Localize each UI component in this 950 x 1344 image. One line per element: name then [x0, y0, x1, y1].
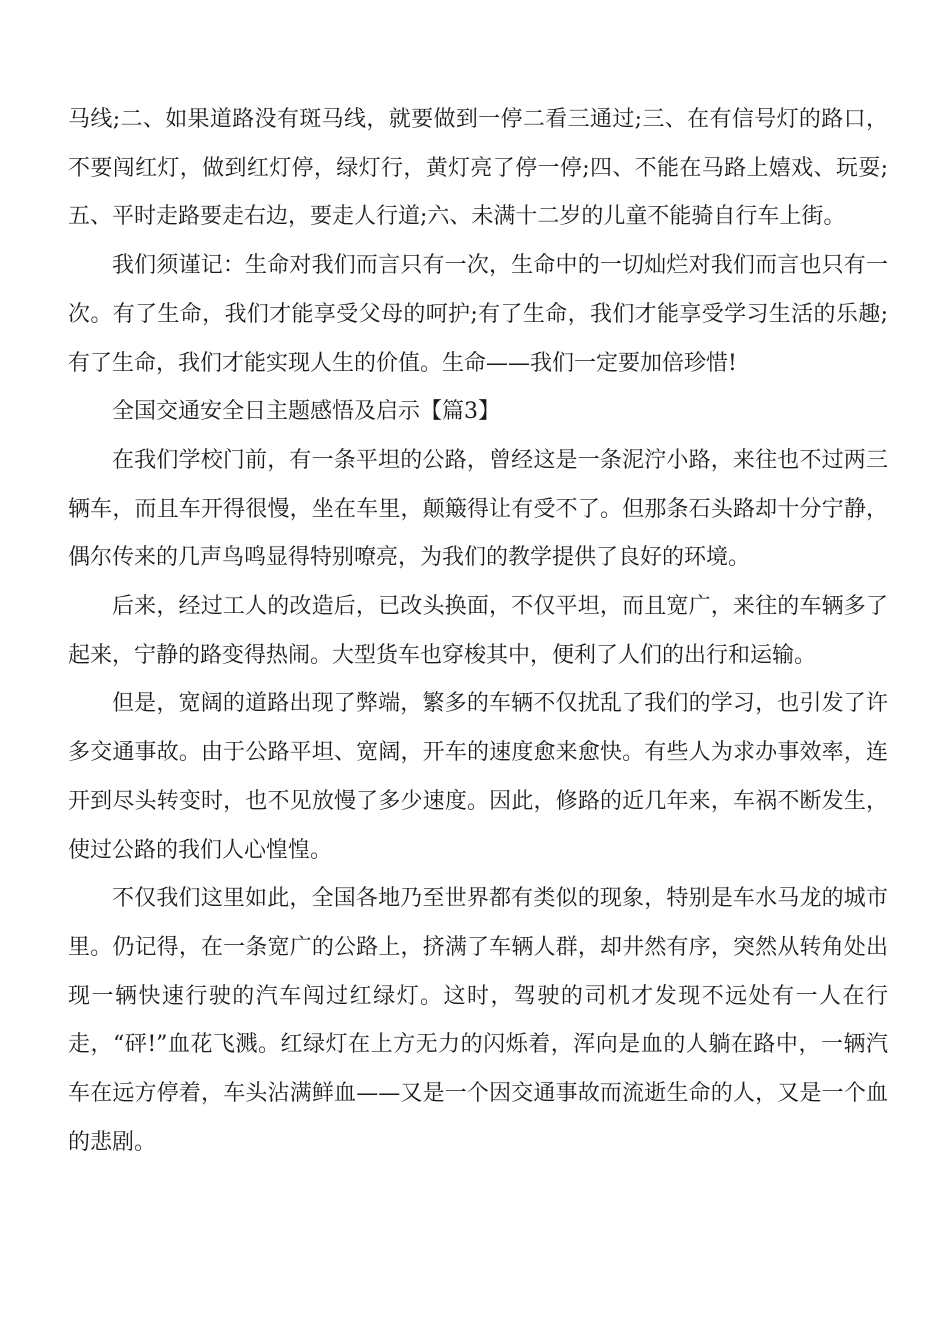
section-heading: 全国交通安全日主题感悟及启示【篇3】 — [112, 399, 500, 425]
paragraph-traffic-accidents: 但是，宽阔的道路出现了弊端，繁多的车辆不仅扰乱了我们的学习，也引发了许多交通事故。由于公路平坦、宽阔，开车的速度愈来愈快。有些人为求办事效率，连开到尽头转变时，也不见放慢了多少速度。因此，修路的近几年来，车祸不断发生，使过公路的我们人心惶惶。 — [68, 691, 888, 863]
paragraph-life-reminder: 我们须谨记：生命对我们而言只有一次，生命中的一切灿烂对我们而言也只有一次。有了生命，我们才能享受父母的呵护;有了生命，我们才能享受学习生活的乐趣;有了生命，我们才能实现人生的价值。生命——我们一定要加倍珍惜! — [68, 253, 888, 376]
paragraph-road-renovation: 后来，经过工人的改造后，已改头换面，不仅平坦，而且宽广，来往的车辆多了起来，宁静的路变得热闹。大型货车也穿梭其中，便利了人们的出行和运输。 — [68, 594, 888, 668]
paragraph-continued: 马线;二、如果道路没有斑马线，就要做到一停二看三通过;三、在有信号灯的路口，不要闯红灯，做到红灯停，绿灯行，黄灯亮了停一停;四、不能在马路上嬉戏、玩耍;五、平时走路要走右边，要走人行道;六、未满十二岁的儿童不能骑自行车上街。 — [68, 107, 888, 230]
document-body — [68, 96, 888, 1167]
paragraph-city-accident: 不仅我们这里如此，全国各地乃至世界都有类似的现象，特别是车水马龙的城市里。仍记得，在一条宽广的公路上，挤满了车辆人群，却井然有序，突然从转角处出现一辆快速行驶的汽车闯过红绿灯。这时，驾驶的司机才发现不远处有一人在行走，“砰!”血花飞溅。红绿灯在上方无力的闪烁着，浑向是血的人躺在路中，一辆汽车在远方停着，车头沾满鲜血——又是一个因交通事故而流逝生命的人，又是一个血的悲剧。 — [68, 886, 888, 1155]
paragraph-school-road: 在我们学校门前，有一条平坦的公路，曾经这是一条泥泞小路，来往也不过两三辆车，而且车开得很慢，坐在车里，颠簸得让有受不了。但那条石头路却十分宁静，偶尔传来的几声鸟鸣显得特别嘹亮，为我们的教学提供了良好的环境。 — [68, 447, 888, 571]
